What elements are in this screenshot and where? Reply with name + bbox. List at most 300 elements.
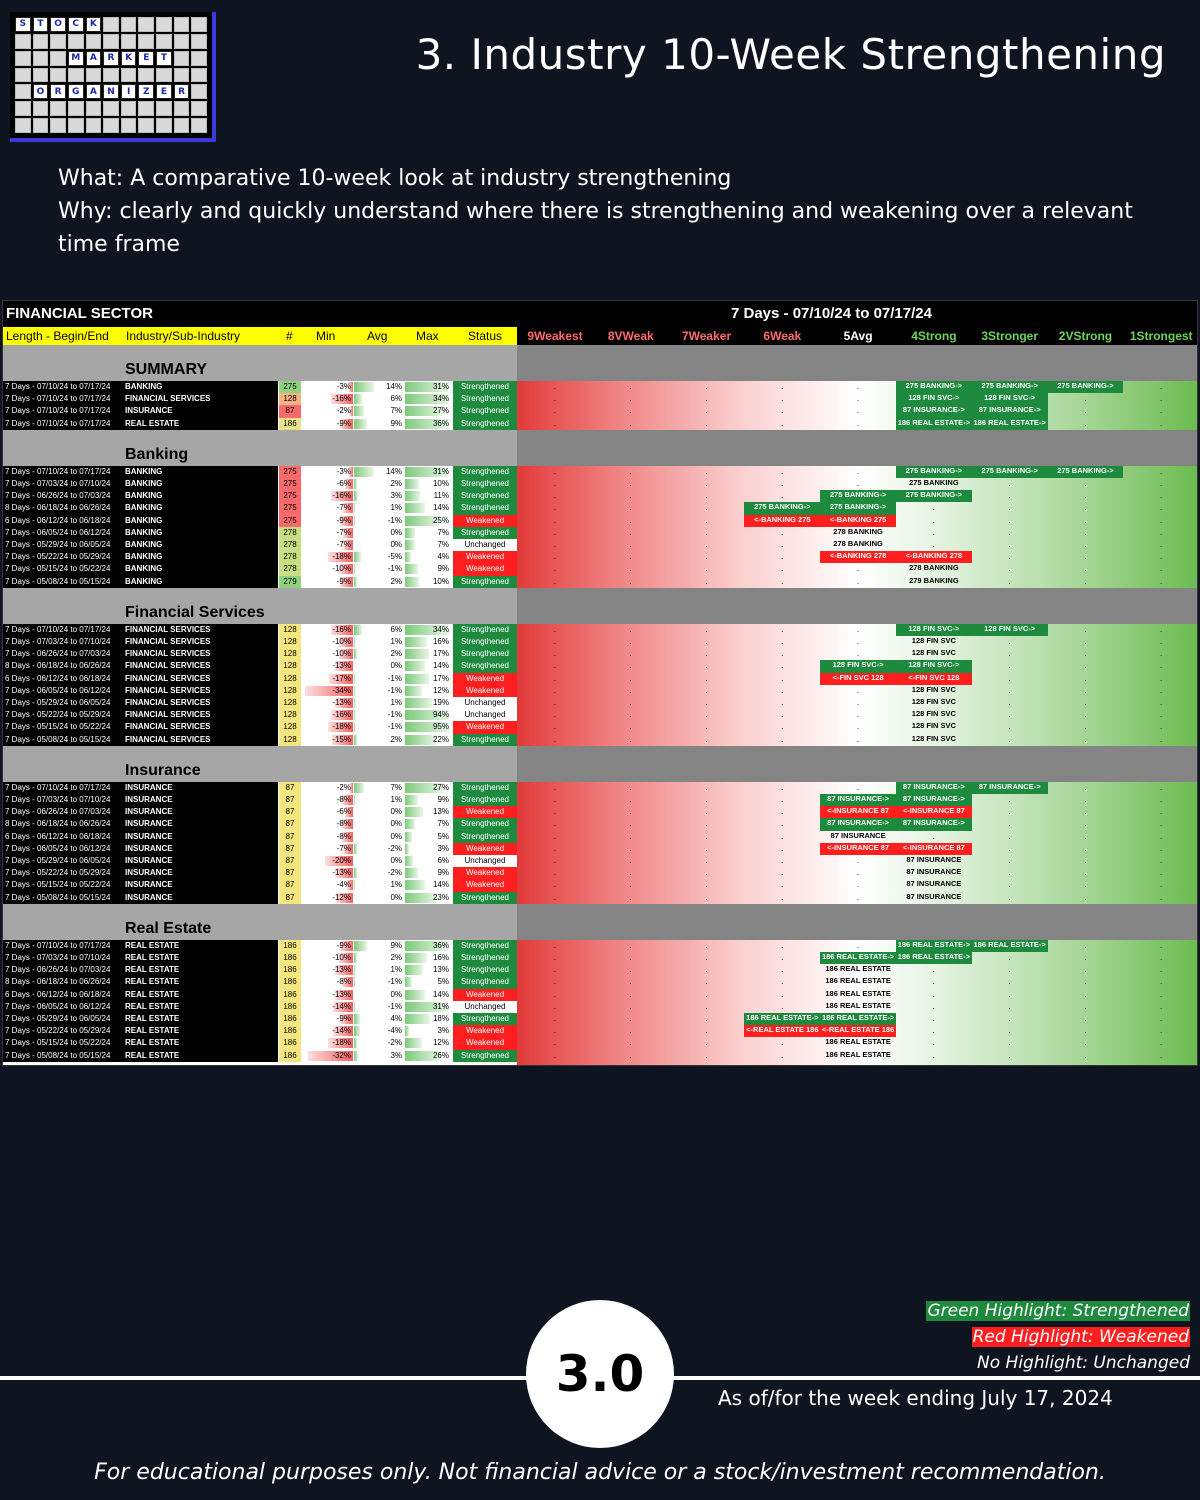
- empty-dot: .: [705, 418, 708, 428]
- row-period: 7 Days - 05/15/24 to 05/22/24: [5, 722, 111, 732]
- table-row: [3, 393, 1198, 405]
- cell-text: -2%: [336, 782, 351, 792]
- cell-text: 0%: [390, 540, 402, 549]
- empty-dot: .: [629, 953, 632, 962]
- empty-dot: .: [932, 1001, 935, 1011]
- row-period: 7 Days - 07/03/24 to 07/10/24: [5, 637, 111, 646]
- tier-tag: 275 BANKING->: [972, 381, 1048, 393]
- tier-tag: 275 BANKING->: [1047, 466, 1123, 478]
- empty-dot: .: [1008, 843, 1011, 853]
- row-industry: BANKING: [125, 564, 163, 574]
- row-label: [3, 466, 278, 478]
- logo-cell: [121, 118, 137, 133]
- row-count: 186: [279, 418, 301, 430]
- empty-dot: .: [629, 564, 632, 574]
- band-shade: [517, 746, 1198, 782]
- row-count: 186: [279, 964, 301, 976]
- cell-text: 31%: [432, 382, 449, 391]
- cell-text: -10%: [332, 564, 351, 574]
- empty-dot: .: [629, 540, 632, 549]
- band-shade: [517, 904, 1198, 940]
- row-label: [3, 563, 278, 575]
- empty-dot: .: [1084, 953, 1087, 962]
- row-industry: INSURANCE: [125, 843, 173, 853]
- row-max-value: [405, 709, 451, 721]
- row-label: [3, 831, 278, 843]
- row-avg-value: [354, 989, 404, 1001]
- column-headers-left: [3, 327, 517, 345]
- empty-dot: .: [553, 479, 556, 488]
- empty-dot: .: [1084, 710, 1087, 720]
- logo-cell: [15, 51, 31, 66]
- logo-cell: [156, 17, 172, 32]
- what-text: What: A comparative 10-week look at industry strengthening: [58, 166, 732, 191]
- cell-text: 14%: [385, 466, 402, 476]
- row-avg-value: [354, 794, 404, 806]
- data-bar: [405, 1038, 422, 1048]
- cell-text: -16%: [332, 491, 351, 501]
- empty-dot: .: [629, 892, 632, 902]
- empty-dot: .: [856, 637, 860, 646]
- row-period: 7 Days - 05/22/24 to 05/29/24: [5, 1026, 111, 1036]
- empty-dot: .: [553, 795, 556, 804]
- empty-dot: .: [856, 382, 860, 391]
- empty-dot: .: [1159, 710, 1163, 720]
- empty-dot: .: [1159, 807, 1163, 817]
- cell-text: -10%: [332, 649, 351, 659]
- tier-tag: 186 REAL ESTATE: [825, 964, 891, 974]
- empty-dot: .: [1159, 880, 1163, 890]
- empty-dot: .: [553, 892, 556, 902]
- empty-dot: .: [1084, 892, 1087, 902]
- empty-dot: .: [1159, 868, 1163, 878]
- empty-dot: .: [932, 989, 935, 999]
- empty-dot: .: [1008, 685, 1011, 695]
- data-bar: [354, 880, 355, 890]
- empty-dot: .: [705, 1038, 708, 1048]
- empty-dot: .: [781, 856, 784, 865]
- row-period: 6 Days - 06/12/24 to 06/18/24: [5, 515, 111, 525]
- row-min-value: [303, 806, 353, 818]
- logo-letter: E: [156, 84, 172, 99]
- row-avg-value: [354, 1025, 404, 1037]
- row-avg-value: [354, 1037, 404, 1049]
- empty-dot: .: [1159, 479, 1163, 488]
- status-badge: Strengthened: [453, 393, 517, 405]
- empty-dot: .: [629, 722, 632, 732]
- table-row: [3, 648, 1198, 660]
- tier-tag: 186 REAL ESTATE->: [972, 418, 1048, 430]
- empty-dot: .: [1008, 953, 1011, 962]
- row-avg-value: [354, 576, 404, 588]
- empty-dot: .: [856, 564, 860, 574]
- empty-dot: .: [781, 624, 784, 634]
- empty-dot: .: [1084, 698, 1087, 707]
- empty-dot: .: [932, 977, 935, 987]
- row-max-value: [405, 636, 451, 648]
- empty-dot: .: [1159, 819, 1163, 829]
- empty-dot: .: [1008, 1050, 1011, 1060]
- empty-dot: .: [781, 394, 784, 404]
- empty-dot: .: [553, 540, 556, 549]
- col-count: #: [286, 329, 293, 343]
- tier-header: 2VStrong: [1058, 329, 1113, 343]
- empty-dot: .: [705, 940, 708, 950]
- row-max-value: [405, 515, 451, 527]
- table-row: [3, 806, 1198, 818]
- row-industry: REAL ESTATE: [125, 1026, 180, 1036]
- row-min-value: [303, 418, 353, 430]
- row-label: [3, 624, 278, 636]
- empty-dot: .: [629, 1001, 632, 1011]
- row-avg-value: [354, 685, 404, 697]
- empty-dot: .: [1159, 1014, 1163, 1023]
- logo-cell: [191, 118, 207, 133]
- logo-cell: [68, 101, 84, 116]
- row-count: 87: [279, 831, 301, 843]
- cell-text: -32%: [332, 1050, 351, 1060]
- data-bar: [354, 674, 355, 684]
- empty-dot: .: [1159, 734, 1163, 744]
- data-bar: [354, 735, 357, 745]
- empty-dot: .: [781, 807, 784, 817]
- empty-dot: .: [705, 394, 708, 404]
- row-industry: BANKING: [125, 503, 163, 513]
- empty-dot: .: [629, 406, 632, 416]
- empty-dot: .: [1008, 540, 1011, 549]
- row-min-value: [303, 952, 353, 964]
- data-bar: [405, 674, 429, 684]
- row-industry: INSURANCE: [125, 880, 173, 890]
- row-label: [3, 539, 278, 551]
- logo-letter: A: [86, 51, 102, 66]
- cell-text: 2%: [390, 953, 402, 962]
- empty-dot: .: [1159, 515, 1163, 525]
- table-row: [3, 405, 1198, 417]
- data-bar: [354, 394, 362, 404]
- table-row: [3, 478, 1198, 490]
- empty-dot: .: [781, 710, 784, 720]
- row-period: 7 Days - 07/10/24 to 07/17/24: [5, 940, 111, 950]
- empty-dot: .: [1084, 637, 1087, 646]
- row-max-value: [405, 782, 451, 794]
- empty-dot: .: [629, 576, 632, 586]
- row-min-value: [303, 1001, 353, 1013]
- row-industry: REAL ESTATE: [125, 989, 180, 999]
- cell-text: -1%: [387, 710, 402, 720]
- table-row: [3, 381, 1198, 393]
- empty-dot: .: [705, 977, 708, 987]
- cell-text: -13%: [332, 965, 351, 975]
- empty-dot: .: [705, 734, 708, 744]
- empty-dot: .: [856, 685, 860, 695]
- cell-text: 3%: [390, 491, 402, 501]
- status-badge: Weakened: [453, 563, 517, 575]
- row-min-value: [303, 782, 353, 794]
- legend: [926, 1298, 1190, 1376]
- table-row: [3, 831, 1198, 843]
- cell-text: 36%: [432, 940, 449, 950]
- empty-dot: .: [856, 406, 860, 416]
- empty-dot: .: [629, 394, 632, 404]
- cell-text: 0%: [390, 831, 402, 841]
- cell-text: -13%: [332, 868, 351, 878]
- empty-dot: .: [1084, 673, 1087, 683]
- logo-letter: O: [33, 84, 49, 99]
- table-row: [3, 940, 1198, 952]
- row-industry: REAL ESTATE: [125, 1038, 180, 1048]
- row-avg-value: [354, 782, 404, 794]
- empty-dot: .: [1084, 515, 1087, 525]
- cell-text: 1%: [390, 965, 402, 975]
- empty-dot: .: [629, 710, 632, 720]
- tier-tag: <-BANKING 278: [896, 551, 972, 563]
- tier-tag: <-REAL ESTATE 186: [820, 1025, 896, 1037]
- cell-text: 31%: [432, 1001, 449, 1011]
- row-avg-value: [354, 892, 404, 904]
- row-label: [3, 1025, 278, 1037]
- empty-dot: .: [1159, 527, 1163, 537]
- row-industry: REAL ESTATE: [125, 965, 180, 975]
- row-avg-value: [354, 393, 404, 405]
- table-row: [3, 964, 1198, 976]
- empty-dot: .: [1159, 564, 1163, 574]
- row-min-value: [303, 855, 353, 867]
- row-period: 7 Days - 05/15/24 to 05/22/24: [5, 1038, 111, 1048]
- table-row: [3, 636, 1198, 648]
- empty-dot: .: [553, 868, 556, 878]
- empty-dot: .: [629, 479, 632, 488]
- row-count: 186: [279, 940, 301, 952]
- empty-dot: .: [856, 576, 860, 586]
- status-badge: Strengthened: [453, 405, 517, 417]
- empty-dot: .: [1008, 722, 1011, 732]
- empty-dot: .: [1084, 977, 1087, 987]
- logo-letter: S: [15, 17, 31, 32]
- cell-text: -2%: [387, 843, 402, 853]
- row-period: 7 Days - 05/08/24 to 05/15/24: [5, 734, 111, 744]
- empty-dot: .: [705, 698, 708, 707]
- cell-text: -4%: [336, 880, 351, 890]
- empty-dot: .: [629, 515, 632, 525]
- empty-dot: .: [629, 989, 632, 999]
- row-period: 6 Days - 06/12/24 to 06/18/24: [5, 673, 111, 683]
- row-label: [3, 964, 278, 976]
- empty-dot: .: [705, 382, 708, 391]
- status-badge: Weakened: [453, 867, 517, 879]
- empty-dot: .: [705, 989, 708, 999]
- row-avg-value: [354, 709, 404, 721]
- empty-dot: .: [705, 795, 708, 804]
- cell-text: 2%: [390, 479, 402, 488]
- empty-dot: .: [553, 1026, 556, 1036]
- logo-cell: [156, 101, 172, 116]
- status-badge: Weakened: [453, 721, 517, 733]
- logo-cell: [50, 101, 66, 116]
- cell-text: -8%: [336, 831, 351, 841]
- status-badge: Strengthened: [453, 466, 517, 478]
- empty-dot: .: [629, 807, 632, 817]
- status-badge: Strengthened: [453, 1013, 517, 1025]
- row-period: 7 Days - 07/03/24 to 07/10/24: [5, 479, 111, 488]
- empty-dot: .: [553, 394, 556, 404]
- empty-dot: .: [856, 782, 860, 792]
- table-row: [3, 563, 1198, 575]
- row-avg-value: [354, 867, 404, 879]
- empty-dot: .: [781, 868, 784, 878]
- empty-dot: .: [1084, 831, 1087, 841]
- empty-dot: .: [1159, 965, 1163, 975]
- row-min-value: [303, 734, 353, 746]
- table-row: [3, 782, 1198, 794]
- empty-dot: .: [1008, 807, 1011, 817]
- empty-dot: .: [705, 515, 708, 525]
- row-min-value: [303, 466, 353, 478]
- cell-text: 22%: [432, 734, 449, 744]
- empty-dot: .: [781, 466, 784, 476]
- empty-dot: .: [1084, 807, 1087, 817]
- table-row: [3, 418, 1198, 430]
- section-band: [3, 430, 1198, 466]
- row-avg-value: [354, 539, 404, 551]
- empty-dot: .: [553, 576, 556, 586]
- status-badge: Strengthened: [453, 527, 517, 539]
- row-label: [3, 490, 278, 502]
- status-badge: Strengthened: [453, 734, 517, 746]
- data-bar: [405, 795, 418, 805]
- empty-dot: .: [629, 782, 632, 792]
- status-badge: Unchanged: [453, 539, 517, 551]
- row-count: 128: [279, 734, 301, 746]
- table-row: [3, 892, 1198, 904]
- row-industry: FINANCIAL SERVICES: [125, 649, 211, 659]
- cell-text: 26%: [432, 1050, 449, 1060]
- cell-text: 18%: [432, 1014, 449, 1023]
- row-min-value: [303, 648, 353, 660]
- empty-dot: .: [1008, 576, 1011, 586]
- empty-dot: .: [1084, 819, 1087, 829]
- empty-dot: .: [781, 479, 784, 488]
- empty-dot: .: [781, 989, 784, 999]
- row-label: [3, 551, 278, 563]
- logo-cell: [15, 34, 31, 49]
- row-industry: FINANCIAL SERVICES: [125, 673, 211, 683]
- cell-text: 19%: [432, 698, 449, 707]
- empty-dot: .: [856, 880, 860, 890]
- empty-dot: .: [1159, 1050, 1163, 1060]
- as-of-date: As of/for the week ending July 17, 2024: [718, 1386, 1113, 1410]
- tier-header: 6Weak: [763, 329, 802, 343]
- tier-tag: <-FIN SVC 128: [820, 673, 896, 685]
- cell-text: -9%: [336, 576, 351, 586]
- row-count: 128: [279, 721, 301, 733]
- cell-text: -7%: [336, 540, 351, 549]
- row-count: 128: [279, 636, 301, 648]
- data-bar: [405, 990, 425, 1000]
- data-bar: [405, 686, 422, 696]
- row-count: 87: [279, 782, 301, 794]
- data-bar: [405, 540, 415, 550]
- status-badge: Weakened: [453, 685, 517, 697]
- row-industry: FINANCIAL SERVICES: [125, 637, 211, 646]
- empty-dot: .: [705, 953, 708, 962]
- tier-tag: 279 BANKING: [909, 575, 959, 585]
- row-count: 278: [279, 527, 301, 539]
- row-industry: REAL ESTATE: [125, 1050, 180, 1060]
- empty-dot: .: [629, 649, 632, 659]
- empty-dot: .: [781, 685, 784, 695]
- empty-dot: .: [1084, 540, 1087, 549]
- row-min-value: [303, 794, 353, 806]
- tier-tag: 87 INSURANCE->: [972, 405, 1048, 417]
- cell-text: 6%: [390, 394, 402, 404]
- empty-dot: .: [629, 661, 632, 671]
- logo-cell: [174, 51, 190, 66]
- row-count: 275: [279, 502, 301, 514]
- col-min: Min: [316, 329, 336, 343]
- status-badge: Strengthened: [453, 660, 517, 672]
- empty-dot: .: [781, 782, 784, 792]
- row-label: [3, 867, 278, 879]
- row-count: 186: [279, 976, 301, 988]
- row-max-value: [405, 381, 451, 393]
- empty-dot: .: [1084, 503, 1087, 513]
- row-min-value: [303, 393, 353, 405]
- row-max-value: [405, 1001, 451, 1013]
- logo-letter: O: [50, 17, 66, 32]
- empty-dot: .: [1159, 576, 1163, 586]
- cell-text: 94%: [432, 710, 449, 720]
- row-max-value: [405, 527, 451, 539]
- cell-text: -20%: [332, 856, 351, 865]
- empty-dot: .: [1084, 1001, 1087, 1011]
- row-min-value: [303, 1037, 353, 1049]
- status-badge: Strengthened: [453, 624, 517, 636]
- cell-text: 12%: [432, 1038, 449, 1048]
- row-label: [3, 709, 278, 721]
- data-bar: [354, 406, 364, 416]
- empty-dot: .: [553, 503, 556, 513]
- row-period: 7 Days - 05/22/24 to 05/29/24: [5, 868, 111, 878]
- data-bar: [405, 1026, 409, 1036]
- row-min-value: [303, 1013, 353, 1025]
- table-row: [3, 551, 1198, 563]
- cell-text: -14%: [332, 1026, 351, 1036]
- empty-dot: .: [705, 831, 708, 841]
- empty-dot: .: [553, 673, 556, 683]
- empty-dot: .: [781, 698, 784, 707]
- row-period: 7 Days - 05/22/24 to 05/29/24: [5, 710, 111, 720]
- logo-cell: [138, 17, 154, 32]
- empty-dot: .: [705, 552, 708, 562]
- row-label: [3, 806, 278, 818]
- row-period: 7 Days - 07/10/24 to 07/17/24: [5, 782, 111, 792]
- row-count: 87: [279, 806, 301, 818]
- cell-text: -1%: [387, 1001, 402, 1011]
- empty-dot: .: [781, 552, 784, 562]
- empty-dot: .: [1159, 989, 1163, 999]
- row-max-value: [405, 952, 451, 964]
- empty-dot: .: [629, 795, 632, 804]
- table-row: [3, 1013, 1198, 1025]
- row-count: 87: [279, 892, 301, 904]
- empty-dot: .: [781, 940, 784, 950]
- table-row: [3, 879, 1198, 891]
- empty-dot: .: [932, 540, 935, 549]
- data-bar: [354, 516, 355, 526]
- status-badge: Strengthened: [453, 794, 517, 806]
- empty-dot: .: [553, 527, 556, 537]
